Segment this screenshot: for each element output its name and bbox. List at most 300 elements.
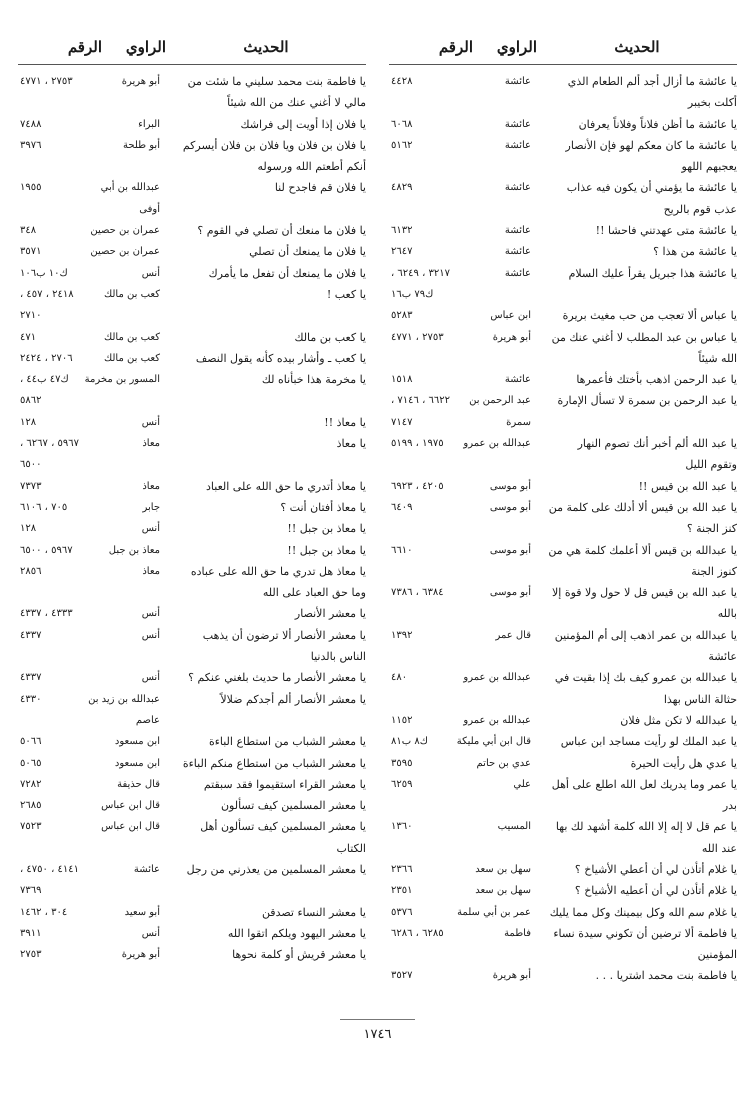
narrator-text: أنس xyxy=(141,416,160,428)
table-row xyxy=(18,731,366,752)
table-row xyxy=(18,199,366,220)
narrator-text: أنس xyxy=(141,267,160,279)
hadith-text: يا عم قل لا إله إلا الله كلمة أشهد لك بها xyxy=(555,820,737,834)
hadith-number xyxy=(389,92,473,113)
hadith-number: ٦٣٨٤ ، ٧٣٨٦ xyxy=(391,587,444,599)
hadith-text: يا فاطمة بنت محمد سليني ما شئت من xyxy=(187,75,366,88)
hadith-text: يا عائشة ما أزال أجد ألم الطعام الذي xyxy=(567,75,737,88)
table-row xyxy=(18,327,366,348)
index-page xyxy=(18,30,737,987)
hadith-text xyxy=(537,412,737,433)
table-row xyxy=(389,156,737,177)
table-row xyxy=(18,561,366,582)
hadith-text: يا غلام أتأذن لي أن أعطي الأشياخ ؟ xyxy=(574,862,737,876)
hadith-number xyxy=(18,582,102,603)
hadith-text: يعجبهم اللهو xyxy=(681,160,737,174)
narrator-text: فاطمة xyxy=(504,927,531,939)
narrator-text: سهل بن سعد xyxy=(475,885,531,897)
table-row xyxy=(389,412,737,433)
hadith-number: ٧١٤٧ xyxy=(391,416,413,428)
narrator-text xyxy=(473,92,537,113)
hadith-number: ٢٧٥٣ xyxy=(20,949,42,961)
hadith-text: يا معشر الأنصار ألم أجدكم ضلالاً xyxy=(220,692,366,706)
hadith-number: ٥٢٨٣ xyxy=(391,310,413,322)
hadith-text: يا معشر المسلمين كيف تسألون xyxy=(220,799,366,813)
table-row xyxy=(18,582,366,603)
narrator-text: عمران بن حصين xyxy=(90,225,160,237)
hadith-text xyxy=(166,880,366,901)
hadith-text: يا عمر وما يدريك لعل الله اطلع على أهل xyxy=(551,777,737,791)
table-row xyxy=(389,667,737,688)
hadith-text: يا عباس ألا تعجب من حب مغيث بريرة xyxy=(562,309,737,323)
table-row xyxy=(18,369,366,390)
hadith-text: يا معشر الأنصار ما حديث بلغني عنكم ؟ xyxy=(188,671,366,685)
table-row xyxy=(389,220,737,241)
table-row xyxy=(389,731,737,752)
hadith-text: يا عبد الله ألم أخبر أنك تصوم النهار xyxy=(577,437,737,451)
hadith-number xyxy=(389,646,473,667)
narrator-text: عائشة xyxy=(504,374,531,386)
hadith-text: يا عبدالله بن قيس ألا أعلمك كلمة هي من xyxy=(548,543,737,557)
header-narrator: الراوي xyxy=(125,38,166,56)
narrator-text: أنس xyxy=(141,523,160,535)
narrator-text: أبو هريرة xyxy=(121,76,160,87)
narrator-text: عائشة xyxy=(133,863,160,875)
hadith-text: عائشة xyxy=(708,650,737,664)
table-row xyxy=(18,689,366,710)
table-row xyxy=(18,753,366,774)
narrator-text: أبو هريرة xyxy=(121,949,160,961)
hadith-number xyxy=(389,156,473,177)
table-row xyxy=(18,518,366,539)
narrator-text xyxy=(473,454,537,475)
hadith-number: ٧٤٨٨ xyxy=(20,118,42,130)
narrator-text xyxy=(102,838,166,859)
table-row xyxy=(18,923,366,944)
table-row xyxy=(389,177,737,198)
table-row xyxy=(389,476,737,497)
narrator-text xyxy=(473,795,537,816)
table-row xyxy=(18,774,366,795)
narrator-text: عبدالله بن أبي xyxy=(100,182,160,194)
table-row xyxy=(389,305,737,326)
table-row xyxy=(18,646,366,667)
narrator-text: قال ابن أبي مليكة xyxy=(456,736,531,748)
hadith-text xyxy=(166,390,366,411)
hadith-text xyxy=(166,305,366,326)
table-row xyxy=(18,816,366,837)
table-row xyxy=(389,71,737,92)
hadith-number: ٣٢١٧ ، ٦٢٤٩ ، xyxy=(391,267,450,279)
hadith-text: يا عائشة هذا جبريل يقرأ عليك السلام xyxy=(568,266,737,280)
hadith-number: ٢٦٨٥ xyxy=(20,800,42,812)
hadith-text: يا معاذ بن جبل !! xyxy=(287,522,366,536)
hadith-number: ٥٨٦٢ xyxy=(20,395,42,407)
header-hadith: الحديث xyxy=(614,38,660,56)
hadith-text: يا عبد الملك لو رأيت مساجد ابن عباس xyxy=(560,735,737,749)
narrator-text: ابن مسعود xyxy=(114,736,160,748)
hadith-text: بدر xyxy=(722,799,737,813)
hadith-number: ٣٤٨ xyxy=(20,225,37,237)
hadith-number: ٧٣٦٩ xyxy=(20,885,42,897)
table-row xyxy=(18,838,366,859)
table-row xyxy=(18,348,366,369)
hadith-number: ٣٩٧٦ xyxy=(20,139,42,151)
table-row xyxy=(18,135,366,156)
table-row xyxy=(389,497,737,518)
narrator-text: عمران بن حصين xyxy=(90,246,160,258)
hadith-number: ٦٠٦٨ xyxy=(391,118,413,130)
narrator-text xyxy=(473,348,537,369)
hadith-text: مالي لا أغني عنك من الله شيئاً xyxy=(227,96,366,110)
hadith-number: ١١٥٢ xyxy=(391,714,413,726)
hadith-number: ٣٠٤ ، ١٤٦٢ xyxy=(20,906,68,918)
table-row xyxy=(18,454,366,475)
hadith-text xyxy=(537,284,737,305)
hadith-text: يا معشر النساء تصدقن xyxy=(261,905,366,919)
hadith-text: يا معشر الأنصار xyxy=(294,607,366,621)
narrator-text: عائشة xyxy=(504,267,531,279)
hadith-text: يا غلام سم الله وكل بيمينك وكل مما يليك xyxy=(549,905,737,919)
hadith-number xyxy=(18,199,102,220)
hadith-number xyxy=(18,92,102,113)
narrator-text xyxy=(473,199,537,220)
table-row xyxy=(18,944,366,965)
hadith-text: يا عبد الله بن قيس !! xyxy=(638,479,737,493)
table-row xyxy=(389,923,737,944)
hadith-text: يا عائشة من هذا ؟ xyxy=(653,245,737,259)
narrator-text: أبو سعيد xyxy=(124,906,160,918)
hadith-number: ٢٤١٨ ، ٤٥٧ ، xyxy=(20,288,74,300)
hadith-number: ٤٣٣٧ xyxy=(20,629,42,641)
table-row xyxy=(389,433,737,454)
hadith-text: الله شيئاً xyxy=(698,351,737,365)
hadith-number: ١٢٨ xyxy=(20,523,37,535)
hadith-number xyxy=(18,156,102,177)
narrator-text: المسيب xyxy=(497,821,531,833)
column-header xyxy=(389,30,737,65)
narrator-text: البراء xyxy=(138,118,160,130)
narrator-text: أبو هريرة xyxy=(492,970,531,982)
narrator-text xyxy=(473,646,537,667)
narrator-text xyxy=(102,880,166,901)
hadith-text: يا غلام أتأذن لي أن أعطيه الأشياخ ؟ xyxy=(574,884,737,898)
hadith-number: ٢٧٥٣ ، ٤٧٧١ xyxy=(391,331,444,343)
hadith-text: يا معشر الشباب من استطاع منكم الباءة xyxy=(182,756,366,770)
narrator-text: علي xyxy=(513,778,531,790)
narrator-text xyxy=(102,92,166,113)
narrator-text xyxy=(102,156,166,177)
table-row xyxy=(18,305,366,326)
table-row xyxy=(389,135,737,156)
table-row xyxy=(389,774,737,795)
narrator-text: كعب بن مالك xyxy=(103,288,160,300)
narrator-text: عائشة xyxy=(504,225,531,237)
hadith-text: أنكم أطعتم الله ورسوله xyxy=(257,160,366,174)
table-row xyxy=(389,284,737,305)
hadith-number xyxy=(389,561,473,582)
table-row xyxy=(18,220,366,241)
hadith-number: ٦٦١٠ xyxy=(391,544,413,556)
hadith-number: ٤٨٢٩ xyxy=(391,182,413,194)
hadith-text: الناس بالدنيا xyxy=(310,650,366,664)
hadith-text: يا فلان ما يمنعك أن تصلي xyxy=(249,245,366,259)
narrator-text: عائشة xyxy=(504,139,531,151)
hadith-number: ٤٤٢٨ xyxy=(391,76,413,87)
table-row xyxy=(389,540,737,561)
narrator-text xyxy=(102,454,166,475)
table-row xyxy=(18,476,366,497)
hadith-text: يا عبدالله بن عمرو كيف بك إذا بقيت في xyxy=(554,671,737,685)
header-hadith: الحديث xyxy=(243,38,289,56)
table-row xyxy=(18,263,366,284)
hadith-number: ٢٣٦٦ xyxy=(391,863,413,875)
table-row xyxy=(389,646,737,667)
header-narrator: الراوي xyxy=(496,38,537,56)
hadith-text: يا عبد الله بن قيس قل لا حول ولا قوة إلا xyxy=(552,586,737,600)
table-row xyxy=(389,454,737,475)
footer-rule xyxy=(340,1019,415,1020)
header-number: الرقم xyxy=(67,38,102,56)
hadith-number: ك١٠ ب١٠٦ xyxy=(20,267,68,279)
table-row xyxy=(18,540,366,561)
narrator-text: ابن عباس xyxy=(490,310,531,322)
narrator-text: أبو هريرة xyxy=(492,331,531,343)
table-row xyxy=(18,114,366,135)
table-row xyxy=(389,710,737,731)
hadith-number: ١٣٩٢ xyxy=(391,629,413,641)
hadith-number: ٧٢٨٢ xyxy=(20,778,42,790)
narrator-text: عائشة xyxy=(504,118,531,130)
table-row xyxy=(18,667,366,688)
hadith-text: يا عبدالله لا تكن مثل فلان xyxy=(620,713,737,727)
table-row xyxy=(389,944,737,965)
table-row xyxy=(18,710,366,731)
narrator-text: عائشة xyxy=(504,76,531,87)
hadith-number: ٦٢٨٥ ، ٦٢٨٦ xyxy=(391,927,444,939)
hadith-number: ١٣٦٠ xyxy=(391,821,413,833)
hadith-number: ك٧٩ ب١٦ xyxy=(391,288,434,300)
hadith-text: الكتاب xyxy=(336,841,366,855)
narrator-text: أنس xyxy=(141,927,160,939)
hadith-number: ٤٣٣٠ xyxy=(20,693,42,705)
hadith-number: ٦٢٥٩ xyxy=(391,778,413,790)
table-row xyxy=(389,859,737,880)
narrator-text: عدي بن حاتم xyxy=(476,757,531,769)
table-row xyxy=(389,838,737,859)
hadith-number: ٥٩٦٧ ، ٦٢٦٧ ، xyxy=(20,438,79,450)
header-number: الرقم xyxy=(438,38,473,56)
table-row xyxy=(18,902,366,923)
narrator-text: عبد الرحمن بن xyxy=(469,395,531,407)
hadith-text: عذب قوم بالريح xyxy=(663,202,737,216)
narrator-text: أنس xyxy=(141,672,160,684)
hadith-number: ١٩٥٥ xyxy=(20,182,42,194)
hadith-text: يا معاذ بن جبل !! xyxy=(287,543,366,557)
hadith-number: ٧٣٧٣ xyxy=(20,480,42,492)
hadith-text: يا عائشة متى عهدتني فاحشا !! xyxy=(595,224,737,238)
narrator-text: عبدالله بن عمرو xyxy=(463,672,531,684)
hadith-number: ٤٣٣٧ xyxy=(20,672,42,684)
column-header xyxy=(18,30,366,65)
narrator-text: معاذ xyxy=(142,565,160,577)
table-row xyxy=(18,92,366,113)
narrator-text: أبو طلحة xyxy=(123,139,160,151)
hadith-number: ٢٨٥٦ xyxy=(20,565,42,577)
narrator-text xyxy=(473,561,537,582)
hadith-text: يا معاذ أفتان أنت ؟ xyxy=(280,500,366,514)
table-row xyxy=(18,880,366,901)
hadith-text: يا فاطمة بنت محمد اشتريا . . . xyxy=(595,969,737,983)
hadith-text: يا فلان قم فاجدح لنا xyxy=(274,181,366,195)
hadith-number: ٥٩٦٧ ، ٦٥٠٠ xyxy=(20,544,73,556)
narrator-text: معاذ xyxy=(142,438,160,450)
hadith-text: عند الله xyxy=(701,841,737,855)
hadith-text: يا معشر الأنصار ألا ترضون أن يذهب xyxy=(202,628,366,642)
hadith-number: ٧٥٢٣ xyxy=(20,821,42,833)
hadith-number: ٢٧٥٣ ، ٤٧٧١ xyxy=(20,76,73,87)
hadith-text: يا معشر الشباب من استطاع الباءة xyxy=(208,735,366,749)
narrator-text: معاذ بن جبل xyxy=(108,544,160,556)
hadith-number: ٧٠٥ ، ٦١٠٦ xyxy=(20,501,68,513)
narrator-text: جابر xyxy=(142,501,160,513)
narrator-text xyxy=(473,284,537,305)
narrator-text: قال ابن عباس xyxy=(101,800,160,812)
table-row xyxy=(389,114,737,135)
hadith-text: يا عباس بن عبد المطلب لا أغني عنك من xyxy=(551,330,737,344)
hadith-number: ٦٤٠٩ xyxy=(391,501,413,513)
table-row xyxy=(389,582,737,603)
narrator-text xyxy=(473,689,537,710)
table-row xyxy=(18,412,366,433)
hadith-text: يا عبد الرحمن اذهب بأختك فأعمرها xyxy=(576,373,737,387)
left-rows xyxy=(18,71,366,965)
hadith-text: يا عائشة ما يؤمني أن يكون فيه عذاب xyxy=(566,181,737,195)
table-row xyxy=(18,795,366,816)
hadith-text: بالله xyxy=(717,607,737,621)
hadith-number: ٣٥٢٧ xyxy=(391,970,413,982)
hadith-number: ك٤٧ ب٤٤ ، xyxy=(20,374,69,386)
hadith-number: ٥٠٦٦ xyxy=(20,736,42,748)
table-row xyxy=(389,369,737,390)
hadith-number xyxy=(389,348,473,369)
hadith-number xyxy=(389,944,473,965)
hadith-text: كنز الجنة ؟ xyxy=(686,522,737,536)
hadith-number xyxy=(18,710,102,731)
table-row xyxy=(389,518,737,539)
table-row xyxy=(18,71,366,92)
hadith-text: المؤمنين xyxy=(697,948,737,962)
narrator-text xyxy=(473,838,537,859)
hadith-number xyxy=(18,646,102,667)
table-row xyxy=(389,561,737,582)
table-row xyxy=(18,603,366,624)
table-row xyxy=(18,156,366,177)
narrator-text: ابن مسعود xyxy=(114,757,160,769)
table-row xyxy=(389,880,737,901)
hadith-text: يا مخرمة هذا خبأناه لك xyxy=(261,373,366,387)
narrator-text: سهل بن سعد xyxy=(475,863,531,875)
narrator-text: قال ابن عباس xyxy=(101,821,160,833)
hadith-text: يا معاذ هل تدري ما حق الله على عباده xyxy=(190,564,366,578)
hadith-number xyxy=(389,199,473,220)
hadith-text: وتقوم الليل xyxy=(685,458,737,472)
hadith-text: يا كعب ! xyxy=(326,287,366,301)
hadith-number: ٥٣٧٦ xyxy=(391,906,413,918)
narrator-text: كعب بن مالك xyxy=(103,331,160,343)
table-row xyxy=(18,859,366,880)
table-row xyxy=(18,497,366,518)
table-row xyxy=(389,603,737,624)
hadith-number: ك٨ ب٨١ xyxy=(391,736,428,748)
hadith-number: ٤٧١ xyxy=(20,331,37,343)
table-row xyxy=(18,433,366,454)
table-row xyxy=(389,816,737,837)
narrator-text: قال عمر xyxy=(495,629,531,641)
hadith-number xyxy=(389,454,473,475)
hadith-number: ٤١٤١ ، ٤٧٥٠ ، xyxy=(20,863,79,875)
hadith-number xyxy=(389,689,473,710)
narrator-text: أبو موسى xyxy=(489,480,531,492)
hadith-number: ٤٢٠٥ ، ٦٩٢٣ xyxy=(391,480,444,492)
hadith-number xyxy=(389,518,473,539)
hadith-number: ٣٥٩٥ xyxy=(391,757,413,769)
hadith-text: يا فلان بن فلان ويا فلان بن فلان أيسركم xyxy=(182,138,366,152)
hadith-text: يا عائشة ما كان معكم لهو فإن الأنصار xyxy=(565,138,737,152)
table-row xyxy=(389,327,737,348)
hadith-number: ٤٣٣٣ ، ٤٣٣٧ xyxy=(20,608,73,620)
table-row xyxy=(389,625,737,646)
table-row xyxy=(389,199,737,220)
right-column xyxy=(389,30,737,987)
narrator-text: عبدالله بن زيد بن xyxy=(88,693,160,705)
hadith-text: يا فلان إذا أويت إلى فراشك xyxy=(240,117,366,131)
narrator-text xyxy=(473,518,537,539)
page-number: ١٧٤٦ xyxy=(363,1027,392,1042)
table-row xyxy=(18,241,366,262)
hadith-number: ٦٦٢٢ ، ٧١٤٦ ، xyxy=(391,395,450,407)
narrator-text: عاصم xyxy=(135,714,160,726)
hadith-text xyxy=(166,710,366,731)
narrator-text: عمر بن أبي سلمة xyxy=(457,906,531,918)
right-rows xyxy=(389,71,737,987)
table-row xyxy=(389,795,737,816)
hadith-text: يا عبدالله بن عمر اذهب إلى أم المؤمنين xyxy=(554,628,737,642)
table-row xyxy=(389,753,737,774)
hadith-text: يا معشر المسلمين من يعذرني من رجل xyxy=(186,862,366,876)
hadith-text: وما حق العباد على الله xyxy=(262,586,366,600)
table-row xyxy=(389,902,737,923)
table-row xyxy=(18,390,366,411)
hadith-number xyxy=(389,838,473,859)
narrator-text xyxy=(473,603,537,624)
table-row xyxy=(18,284,366,305)
hadith-number: ٦١٣٢ xyxy=(391,225,413,237)
hadith-number: ٦٥٠٠ xyxy=(20,459,42,471)
narrator-text xyxy=(102,390,166,411)
table-row xyxy=(389,263,737,284)
hadith-text: يا معشر قريش أو كلمة نحوها xyxy=(232,948,366,962)
hadith-text: يا عبد الله بن قيس ألا أدلك على كلمة من xyxy=(548,500,737,514)
hadith-text: يا معاذ xyxy=(336,437,366,451)
narrator-text: معاذ xyxy=(142,480,160,492)
hadith-text: يا عائشة ما أظن فلاناً وفلاناً يعرفان xyxy=(578,117,737,131)
table-row xyxy=(389,241,737,262)
narrator-text: قال حذيفة xyxy=(117,778,160,790)
hadith-text xyxy=(166,199,366,220)
hadith-text: يا كعب بن مالك xyxy=(294,330,366,344)
hadith-text: يا عبد الرحمن بن سمرة لا تسأل الإمارة xyxy=(557,394,737,408)
